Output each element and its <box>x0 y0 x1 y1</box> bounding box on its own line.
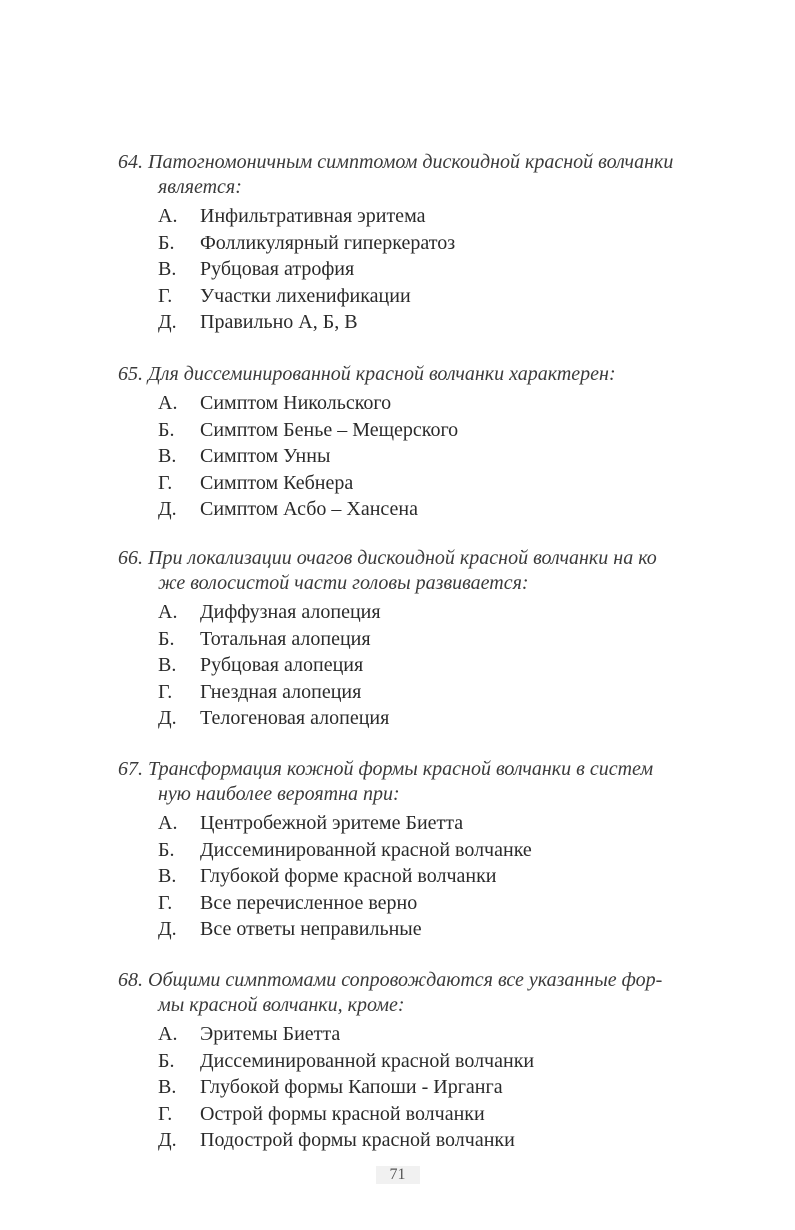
answer-option-b <box>118 417 786 444</box>
answer-option-g <box>118 470 786 497</box>
option-letter: Г. <box>158 471 173 494</box>
option-letter: Д. <box>158 498 177 520</box>
page-number <box>0 1166 795 1184</box>
answer-option-a <box>118 1021 786 1048</box>
answer-option-v <box>118 256 786 283</box>
option-text: Симптом Асбо – Хансена <box>200 498 418 520</box>
question-title-line: 65. Для диссеминированной красной волчанки характерен: <box>118 363 616 385</box>
answer-option-d <box>118 1127 786 1154</box>
option-text: Гнездная алопеция <box>200 680 362 703</box>
option-letter: Д. <box>158 1129 177 1151</box>
option-letter: В. <box>158 258 177 280</box>
option-text: Все ответы неправильные <box>200 918 422 940</box>
option-text: Все перечисленное верно <box>200 891 418 914</box>
option-letter: А. <box>158 1023 178 1045</box>
option-text: Эритемы Биетта <box>200 1023 341 1045</box>
option-text: Симптом Унны <box>200 445 331 467</box>
option-letter: Д. <box>158 707 177 729</box>
question-title-line: мы красной волчанки, кроме: <box>158 994 405 1016</box>
option-text: Центробежной эритеме Биетта <box>200 812 464 834</box>
question-title <box>118 362 786 387</box>
answer-option-v <box>118 863 786 890</box>
question-title-line: 67. Трансформация кожной формы красной волчанки в систем <box>118 758 654 780</box>
option-text: Симптом Бенье – Мещерского <box>200 418 459 441</box>
answer-option-g <box>118 1101 786 1128</box>
answer-options <box>118 810 786 943</box>
option-text: Рубцовая алопеция <box>200 654 364 676</box>
page-number-label: 71 <box>376 1166 420 1184</box>
question-title <box>118 757 786 807</box>
answer-options <box>118 203 786 336</box>
answer-option-g <box>118 890 786 917</box>
option-letter: В. <box>158 654 177 676</box>
question-title-line: ную наиболее вероятна при: <box>158 783 400 805</box>
option-letter: В. <box>158 1076 177 1098</box>
option-letter: Д. <box>158 918 177 940</box>
option-letter: В. <box>158 865 177 887</box>
question-title-line: является: <box>158 176 242 198</box>
option-letter: Б. <box>158 1049 175 1072</box>
option-text: Диссеминированной красной волчанки <box>200 1049 535 1072</box>
option-letter: Г. <box>158 680 173 703</box>
option-letter: Б. <box>158 231 175 254</box>
option-letter: А. <box>158 601 178 623</box>
answer-option-a <box>118 810 786 837</box>
option-letter: В. <box>158 445 177 467</box>
option-letter: Б. <box>158 838 175 861</box>
answer-option-d <box>118 309 786 336</box>
option-text: Тотальная алопеция <box>200 627 371 650</box>
option-letter: Д. <box>158 311 177 333</box>
option-text: Глубокой форме красной волчанки <box>200 865 497 887</box>
answer-options <box>118 390 786 523</box>
option-letter: Г. <box>158 891 173 914</box>
question-title <box>118 968 786 1018</box>
answer-option-a <box>118 599 786 626</box>
question-67 <box>118 757 786 943</box>
option-text: Фолликулярный гиперкератоз <box>200 231 456 254</box>
answer-option-v <box>118 443 786 470</box>
option-text: Симптом Кебнера <box>200 471 354 494</box>
option-letter: А. <box>158 392 178 414</box>
answer-options <box>118 599 786 732</box>
option-letter: Г. <box>158 284 173 307</box>
option-letter: Г. <box>158 1102 173 1125</box>
question-66 <box>118 546 786 732</box>
question-title <box>118 546 786 596</box>
option-text: Рубцовая атрофия <box>200 258 355 280</box>
option-text: Диссеминированной красной волчанке <box>200 838 532 861</box>
option-text: Симптом Никольского <box>200 392 392 414</box>
answer-option-d <box>118 705 786 732</box>
answer-option-v <box>118 652 786 679</box>
answer-options <box>118 1021 786 1154</box>
option-letter: А. <box>158 812 178 834</box>
question-title-line: же волосистой части головы развивается: <box>158 572 529 594</box>
option-text: Правильно А, Б, В <box>200 311 358 333</box>
question-65 <box>118 362 786 523</box>
question-title-line: 66. При локализации очагов дискоидной красной волчанки на ко <box>118 547 657 569</box>
answer-option-g <box>118 283 786 310</box>
option-text: Глубокой формы Капоши - Ирганга <box>200 1076 503 1098</box>
answer-option-d <box>118 496 786 523</box>
answer-option-b <box>118 1048 786 1075</box>
option-letter: А. <box>158 205 178 227</box>
option-text: Телогеновая алопеция <box>200 707 390 729</box>
option-text: Подострой формы красной волчанки <box>200 1129 515 1151</box>
answer-option-a <box>118 203 786 230</box>
answer-option-d <box>118 916 786 943</box>
answer-option-b <box>118 626 786 653</box>
answer-option-g <box>118 679 786 706</box>
question-title <box>118 150 786 200</box>
answer-option-a <box>118 390 786 417</box>
option-text: Диффузная алопеция <box>200 601 381 623</box>
option-text: Острой формы красной волчанки <box>200 1102 485 1125</box>
question-64 <box>118 150 786 336</box>
answer-option-v <box>118 1074 786 1101</box>
option-text: Участки лихенификации <box>200 284 411 307</box>
option-letter: Б. <box>158 627 175 650</box>
answer-option-b <box>118 230 786 257</box>
answer-option-b <box>118 837 786 864</box>
question-68 <box>118 968 786 1154</box>
question-title-line: 64. Патогномоничным симптомом дискоидной красной волчанки <box>118 151 674 173</box>
question-title-line: 68. Общими симптомами сопровождаются все указанные фор- <box>118 969 663 991</box>
option-letter: Б. <box>158 418 175 441</box>
option-text: Инфильтративная эритема <box>200 205 426 227</box>
